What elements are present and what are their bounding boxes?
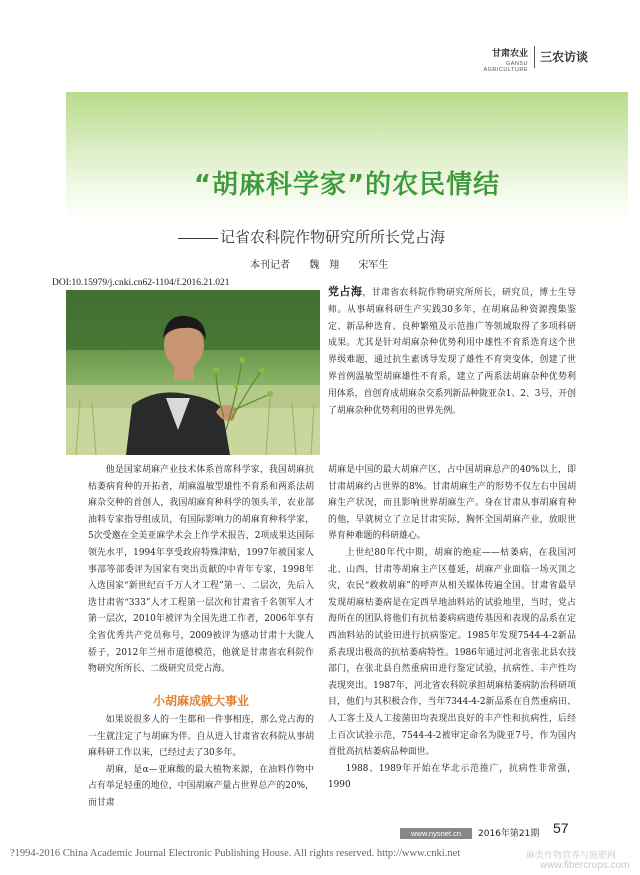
watermark-url: www.fibercrops.com	[540, 860, 630, 871]
watermark-text: 麻类作物营养与施肥网	[526, 851, 617, 861]
column-name: 三农访谈	[540, 50, 589, 64]
left-column-top	[88, 462, 314, 678]
byline-author-1: 魏 翔	[309, 260, 340, 271]
section-heading: 小胡麻成就大事业	[152, 694, 249, 708]
body-paragraph: 胡麻是中国的最大胡麻产区，占中国胡麻总产的40%以上，即甘肃胡麻约占世界的8%。甘肃胡麻生产的形势不仅左右中国胡麻生产状况，而且影响世界胡麻生产。身在甘肃从事胡麻育种的他，早就树立了立足甘肃实际，胸怀全国胡麻产业，放眼世界育种难题的科研雄心。	[328, 465, 576, 542]
byline-role: 本刊记者	[250, 260, 290, 271]
body-paragraph: 1988、1989年开始在华北示范推广，抗病性非常强，1990	[328, 763, 576, 791]
portrait-photo	[66, 290, 320, 455]
copyright-line: ?1994-2016 China Academic Journal Electronic Publishing House. All rights reserved. http://www.cnki.net	[10, 848, 461, 859]
page-number: 57	[553, 820, 569, 836]
bio-name: 党占海	[328, 285, 363, 298]
masthead	[470, 44, 620, 72]
folio-website: www.nysnet.cn	[400, 828, 472, 839]
folio-issue: 2016年第21期	[478, 829, 540, 839]
journal-name-cn: 甘肃农业	[491, 49, 528, 59]
body-paragraph: 如果说很多人的一生都和一件事相连，那么党占海的一生就注定了与胡麻为伴。自从进入甘肃省农科院从事胡麻科研工作以来，已经过去了30多年。	[88, 715, 314, 759]
right-column	[328, 462, 576, 794]
masthead-divider	[534, 46, 535, 68]
byline-author-2: 宋军生	[358, 260, 389, 271]
bio-text: ，甘肃省农科院作物研究所所长，研究员，博士生导师。从事胡麻科研生产实践30多年，在胡麻品种资源搜集鉴定、新品种选育、良种繁殖及示范推广等领域取得了多项科研成果。尤其是针对胡麻杂种优势利用中雄性不育系选育这个世界级难题，通过抗生素诱导发现了雄性不育突变体，创建了世界首例温敏型胡麻雄性不育系，建立了两系法胡麻杂种优势利用体系，首创育成胡麻杂交系列新品种陇亚杂1、2、3号，开创了胡麻杂种优势利用的世界先例。	[328, 288, 577, 416]
subtitle-dash	[178, 238, 218, 239]
byline	[250, 256, 400, 271]
portrait-illustration	[66, 290, 320, 455]
title-banner	[66, 92, 628, 222]
author-bio	[328, 284, 576, 419]
body-paragraph: 胡麻，是α—亚麻酸的最大植物来源，在油料作物中占有举足轻重的地位，中国胡麻产量占世界总产的20%，而甘肃	[88, 764, 314, 808]
journal-name	[470, 46, 528, 73]
body-paragraph: 上世纪80年代中期，胡麻的绝症——枯萎病，在我国河北、山西、甘肃等胡麻主产区蔓延，胡麻产业面临一场灭顶之灾，农民“救救胡麻”的呼声从相关媒体传遍全国。甘肃省最早发现胡麻枯萎病是在定西旱地油料站的试验地里，当时，党占海所在的团队将他们有抗枯萎病病遗传基因和表现的品系在定西油料站的试验田进行抗病鉴定。1985年发现7544-4-2新品系表现出极高的抗枯萎病特性。1986年通过河北省张北县农技部门，在张北县自然重病田进行鉴定试验，抗病性、丰产性均表现突出。1987年，河北省农科院承担胡麻枯萎病防治科研项目，他们与其积极合作，当年7344-4-2新品系在自然重病田、人工客土及人工接菌田均表现出良好的丰产性和抗病性，后经上百次试验示范，7544-4-2被审定命名为陇亚7号，作为国内首批高抗枯萎病品种面世。	[328, 547, 576, 758]
doi: DOI:10.15979/j.cnki.cn62-1104/f.2016.21.021	[52, 278, 230, 288]
article-subtitle: 记省农科院作物研究所所长党占海	[220, 228, 446, 246]
article-title: “胡麻科学家”的农民情结	[193, 170, 501, 200]
left-column-bottom	[88, 712, 314, 812]
body-paragraph: 他是国家胡麻产业技术体系首席科学家，我国胡麻抗枯萎病育种的开拓者，胡麻温敏型雄性不育系和两系法胡麻杂交种的首创人，我国胡麻育种科学的领头羊，农业部油料专家指导组成员，有国际影响力的胡麻育种科学家，5次受邀在全美亚麻学术会上作学术报告，2项成果达国际领先水平，1994年享受政府特殊津贴，1997年被国家人事部等部委评为国家有突出贡献的中青年专家，1998年入选国家“新世纪百千万人才工程”第一、二层次，先后入选甘肃省“333”人才工程第一层次和甘肃省千名领军人才第一层次，2010年被评为全国先进工作者，2006年享有全省优秀共产党员称号，2009被评为感动甘肃十大陇人骄子，2012年兰州市道德模范，他就是甘肃省农科院作物研究所所长、二级研究员党占海。	[88, 465, 314, 675]
journal-name-en: GANSU AGRICULTURE	[483, 61, 528, 73]
